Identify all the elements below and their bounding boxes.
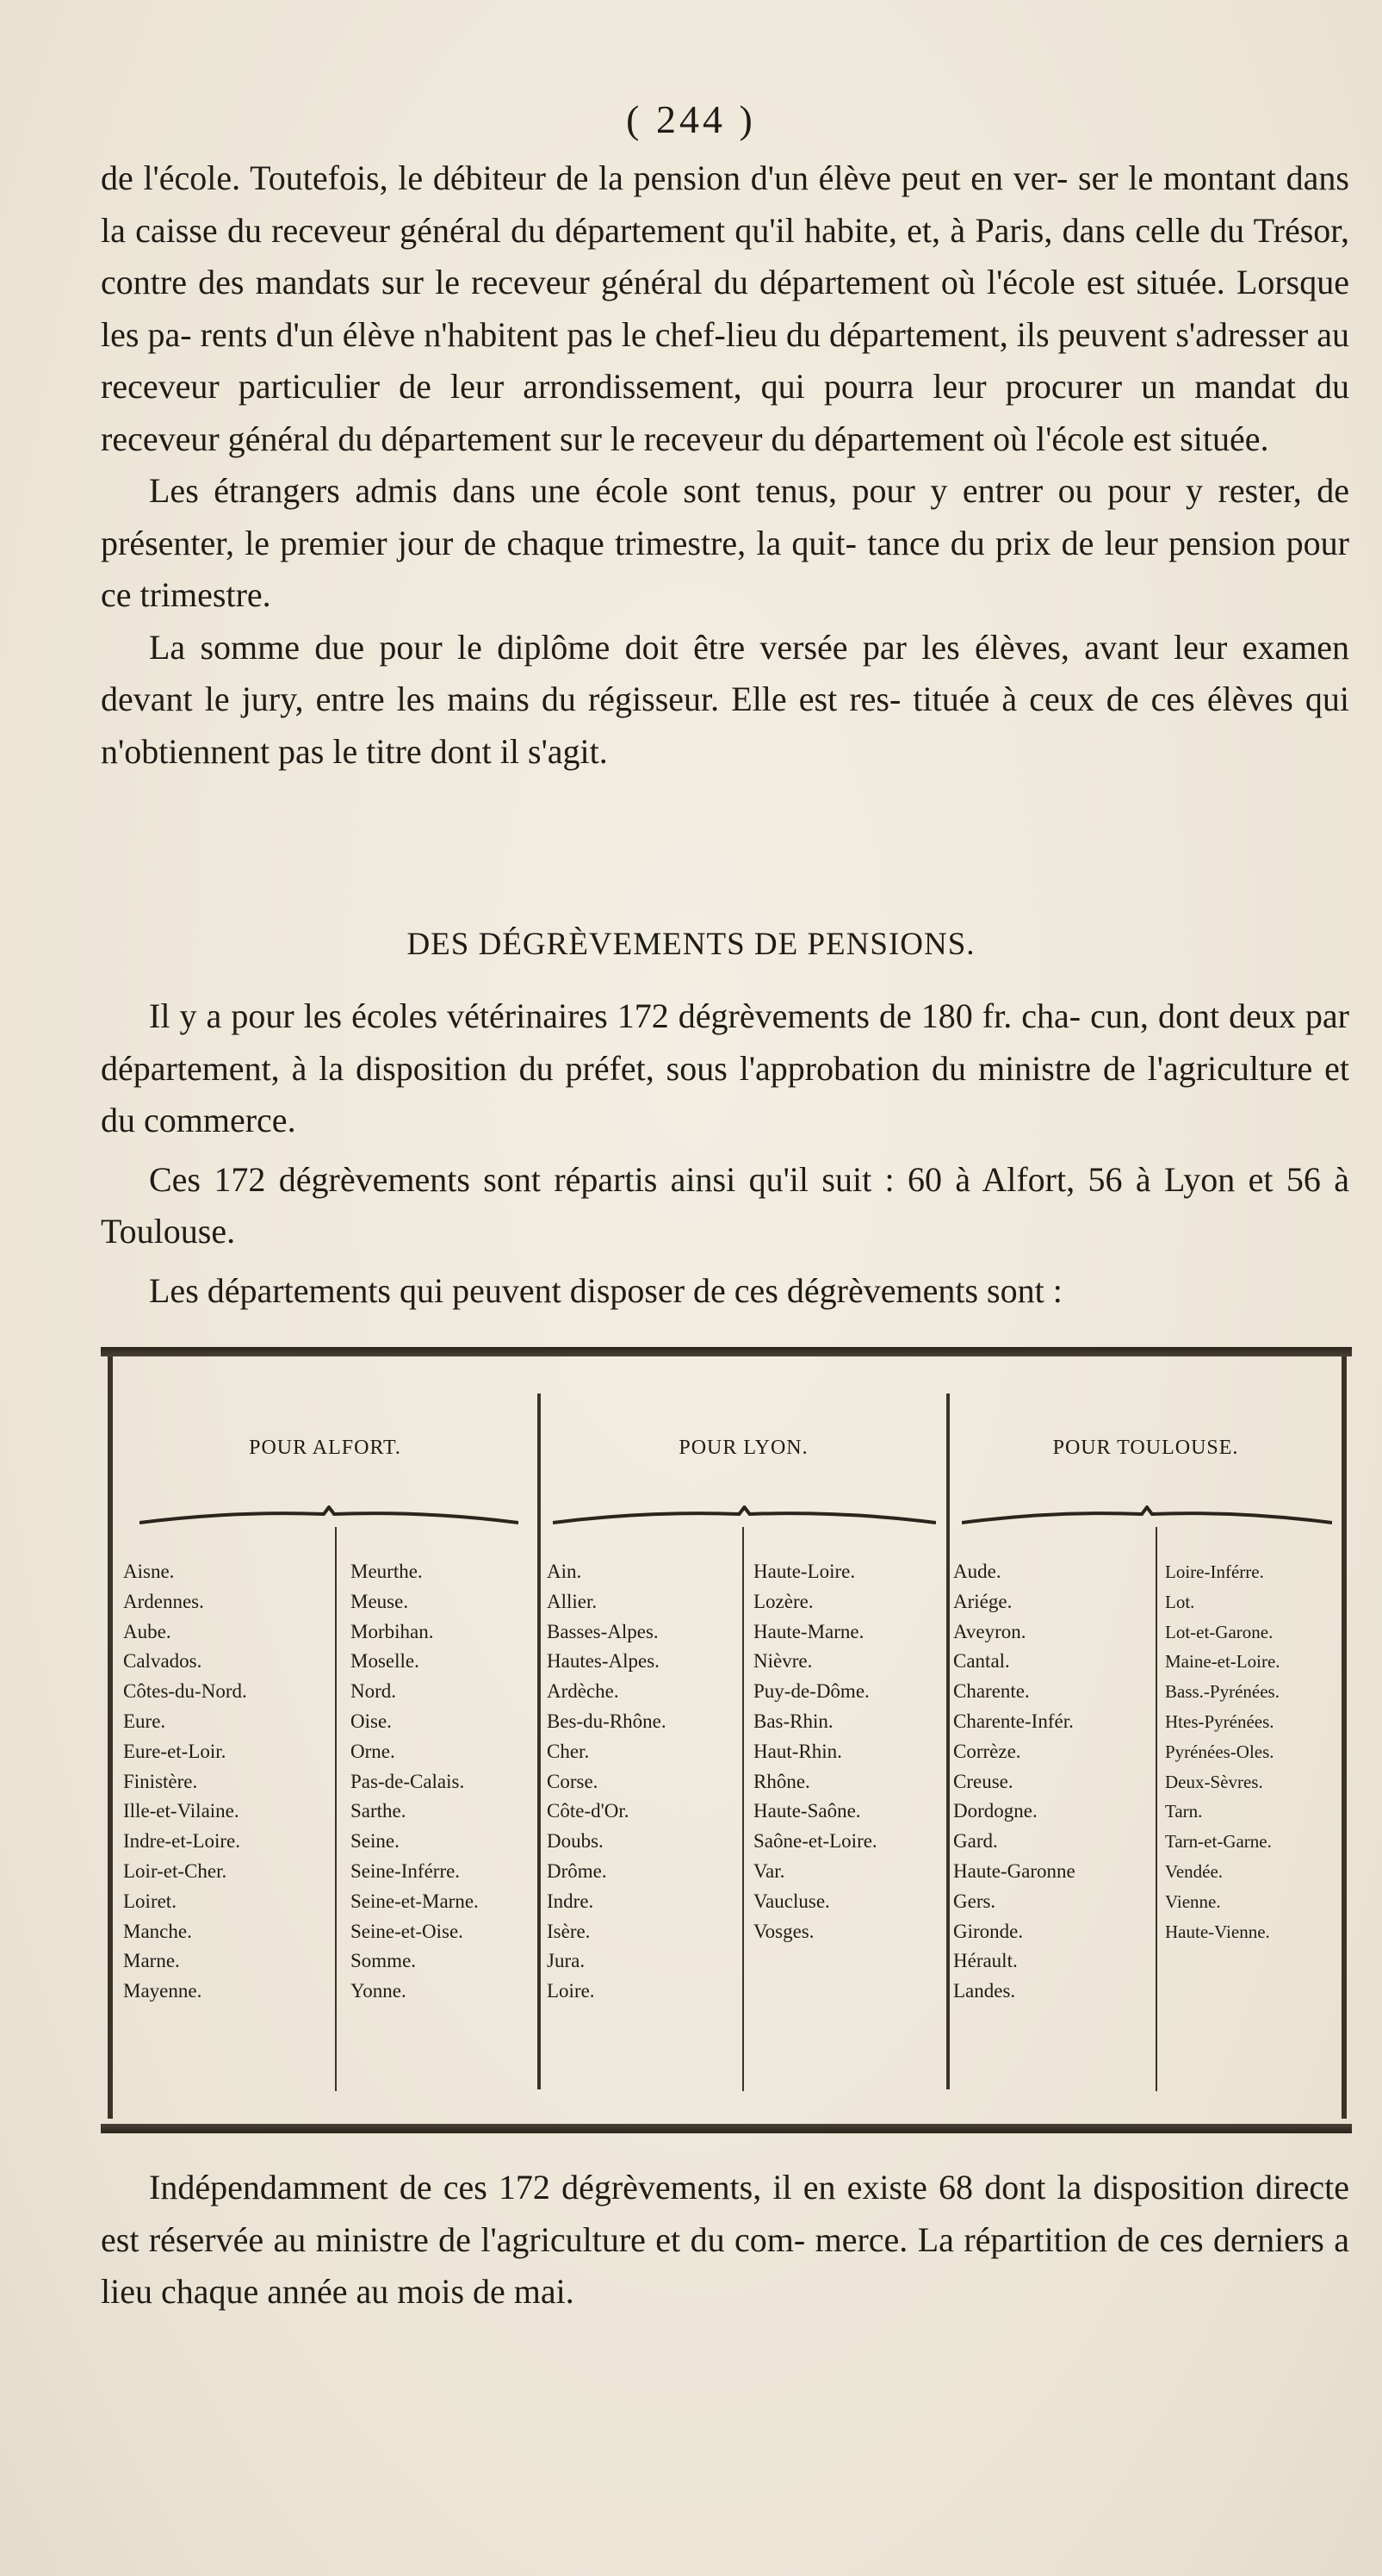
department-entry: Haut-Rhin. bbox=[753, 1740, 842, 1762]
department-entry: Gironde. bbox=[953, 1920, 1024, 1942]
brace-ornament bbox=[139, 1505, 518, 1524]
department-entry: Charente. bbox=[953, 1680, 1030, 1703]
department-entry: Bas-Rhin. bbox=[753, 1710, 834, 1732]
department-entry: Yonne. bbox=[350, 1980, 406, 2002]
department-entry: Maine-et-Loire. bbox=[1165, 1651, 1280, 1673]
table-right-border bbox=[1342, 1356, 1347, 2119]
page-number: ( 244 ) bbox=[626, 97, 756, 141]
departments-table bbox=[101, 1342, 1352, 2138]
department-entry: Aveyron. bbox=[953, 1620, 1026, 1642]
department-entry: Lot. bbox=[1165, 1591, 1195, 1612]
department-entry: Landes. bbox=[953, 1980, 1016, 2002]
department-entry: Calvados. bbox=[123, 1650, 202, 1673]
department-entry: Gers. bbox=[953, 1890, 996, 1912]
sub-column-separator bbox=[335, 1527, 337, 2091]
column-header-toulouse: POUR TOULOUSE. bbox=[1052, 1437, 1239, 1459]
department-entry: Moselle. bbox=[350, 1650, 419, 1673]
department-entry: Ardèche. bbox=[547, 1680, 619, 1703]
department-entry: Nord. bbox=[350, 1680, 397, 1703]
department-entry: Haute-Marne. bbox=[753, 1620, 865, 1642]
text-block-bottom bbox=[101, 2162, 1349, 2318]
department-entry: Ain. bbox=[547, 1561, 582, 1582]
department-entry: Lot-et-Garone. bbox=[1165, 1621, 1274, 1642]
department-entry: Vosges. bbox=[753, 1920, 815, 1942]
department-entry: Loir-et-Cher. bbox=[123, 1859, 227, 1882]
department-entry: Ille-et-Vilaine. bbox=[123, 1800, 239, 1822]
department-entry: Puy-de-Dôme. bbox=[753, 1680, 870, 1703]
table-bottom-rule bbox=[101, 2124, 1352, 2133]
department-entry: Seine-Inférre. bbox=[350, 1859, 461, 1882]
department-entry: Saône-et-Loire. bbox=[753, 1830, 877, 1853]
department-entry: Pas-de-Calais. bbox=[350, 1770, 465, 1792]
paragraph: Il y a pour les écoles vétérinaires 172 dégrèvements de 180 fr. cha- cun, dont deux par département, à la disposition du préfet, sous l'approbation du ministre de l'agriculture et du commerce. bbox=[101, 996, 1349, 1139]
sub-column-separator bbox=[742, 1527, 744, 2091]
alfort-list-left bbox=[123, 1557, 247, 2007]
department-entry: Nièvre. bbox=[753, 1650, 813, 1673]
department-entry: Hérault. bbox=[953, 1950, 1018, 1972]
department-entry: Htes-Pyrénées. bbox=[1165, 1710, 1274, 1732]
department-entry: Drôme. bbox=[547, 1859, 607, 1882]
department-entry: Loiret. bbox=[123, 1890, 177, 1912]
department-entry: Vaucluse. bbox=[753, 1890, 830, 1912]
paragraph: de l'école. Toutefois, le débiteur de la pension d'un élève peut en ver- ser le montant dans la caisse du receveur général du département qu'il habite, et, à Paris, dans celle du Trésor, contre des mandats sur le receveur général du département où l'école est située. Lorsque les pa- rents d'un élève n'habitent pas le chef-lieu du département, ils peuvent s'adresser au receveur particulier de leur arrondissement, qui pourra leur procurer un mandat du receveur général du département sur le receveur du département où l'école est située. bbox=[101, 158, 1349, 458]
department-entry: Aube. bbox=[123, 1620, 171, 1642]
department-entry: Deux-Sèvres. bbox=[1165, 1771, 1263, 1792]
department-entry: Dordogne. bbox=[953, 1800, 1038, 1822]
column-header-lyon: POUR LYON. bbox=[679, 1437, 809, 1459]
department-entry: Morbihan. bbox=[350, 1620, 434, 1642]
department-entry: Seine-et-Oise. bbox=[350, 1920, 463, 1942]
paragraph: Les départements qui peuvent disposer de ces dégrèvements sont : bbox=[149, 1270, 1063, 1310]
department-entry: Cantal. bbox=[953, 1650, 1010, 1673]
department-entry: Hautes-Alpes. bbox=[547, 1650, 660, 1673]
department-entry: Pyrénées-Oles. bbox=[1165, 1741, 1274, 1762]
text-block-top bbox=[101, 152, 1349, 778]
department-entry: Haute-Garonne bbox=[953, 1859, 1075, 1882]
column-separator bbox=[537, 1394, 541, 2089]
department-entry: Ardennes. bbox=[123, 1590, 204, 1612]
department-entry: Sarthe. bbox=[350, 1800, 406, 1822]
department-entry: Haute-Vienne. bbox=[1165, 1921, 1270, 1942]
department-entry: Somme. bbox=[350, 1950, 417, 1972]
department-entry: Aude. bbox=[953, 1561, 1001, 1582]
toulouse-list-right bbox=[1165, 1557, 1280, 1946]
department-entry: Manche. bbox=[123, 1920, 192, 1942]
department-entry: Haute-Loire. bbox=[753, 1561, 856, 1582]
department-entry: Rhône. bbox=[753, 1770, 810, 1792]
department-entry: Isère. bbox=[547, 1920, 591, 1942]
paragraph: Indépendamment de ces 172 dégrèvements, il en existe 68 dont la disposition directe est réservée au ministre de l'agriculture et du com- merce. La répartition de ces derniers a lieu chaque année au mois de mai. bbox=[101, 2168, 1349, 2311]
department-entry: Gard. bbox=[953, 1830, 998, 1853]
department-entry: Oise. bbox=[350, 1710, 392, 1732]
department-entry: Meuse. bbox=[350, 1590, 409, 1612]
department-entry: Ariége. bbox=[953, 1590, 1013, 1612]
department-entry: Loire. bbox=[547, 1980, 595, 2002]
department-entry: Indre-et-Loire. bbox=[123, 1830, 241, 1853]
department-entry: Eure. bbox=[123, 1710, 166, 1732]
toulouse-list-left bbox=[953, 1557, 1075, 2007]
department-entry: Var. bbox=[753, 1859, 785, 1882]
department-entry: Loire-Inférre. bbox=[1165, 1561, 1264, 1582]
department-entry: Eure-et-Loir. bbox=[123, 1740, 226, 1762]
department-entry: Aisne. bbox=[123, 1561, 175, 1582]
department-entry: Corse. bbox=[547, 1770, 598, 1792]
department-entry: Seine. bbox=[350, 1830, 400, 1853]
section-heading: DES DÉGRÈVEMENTS DE PENSIONS. bbox=[406, 927, 976, 962]
department-entry: Tarn. bbox=[1165, 1801, 1203, 1822]
column-header-alfort: POUR ALFORT. bbox=[249, 1437, 401, 1459]
lyon-list-left bbox=[547, 1557, 666, 2007]
department-entry: Doubs. bbox=[547, 1830, 604, 1853]
department-entry: Orne. bbox=[350, 1740, 395, 1762]
brace-ornament bbox=[962, 1505, 1332, 1524]
department-entry: Corrèze. bbox=[953, 1740, 1021, 1762]
department-entry: Seine-et-Marne. bbox=[350, 1890, 479, 1912]
text-block-middle bbox=[101, 990, 1349, 1317]
department-entry: Jura. bbox=[547, 1950, 586, 1972]
department-entry: Bes-du-Rhône. bbox=[547, 1710, 666, 1732]
department-entry: Vendée. bbox=[1165, 1860, 1224, 1882]
sub-column-separator bbox=[1156, 1527, 1157, 2091]
brace-ornament bbox=[553, 1505, 936, 1524]
department-entry: Côtes-du-Nord. bbox=[123, 1680, 247, 1703]
department-entry: Creuse. bbox=[953, 1770, 1013, 1792]
department-entry: Haute-Saône. bbox=[753, 1800, 861, 1822]
department-entry: Marne. bbox=[123, 1950, 180, 1972]
department-entry: Cher. bbox=[547, 1740, 590, 1762]
department-entry: Finistère. bbox=[123, 1770, 198, 1792]
department-entry: Basses-Alpes. bbox=[547, 1620, 659, 1642]
column-separator bbox=[946, 1394, 950, 2089]
department-entry: Charente-Infér. bbox=[953, 1710, 1074, 1732]
department-entry: Meurthe. bbox=[350, 1561, 423, 1582]
department-entry: Vienne. bbox=[1165, 1890, 1221, 1912]
department-entry: Indre. bbox=[547, 1890, 594, 1912]
department-entry: Côte-d'Or. bbox=[547, 1800, 629, 1822]
table-left-border bbox=[108, 1356, 113, 2119]
table-top-rule bbox=[101, 1347, 1352, 1356]
department-entry: Tarn-et-Garne. bbox=[1165, 1831, 1272, 1853]
department-entry: Lozère. bbox=[753, 1590, 814, 1612]
lyon-list-right bbox=[753, 1557, 877, 1946]
department-entry: Mayenne. bbox=[123, 1980, 202, 2002]
alfort-list-right bbox=[350, 1557, 479, 2007]
paragraph: Les étrangers admis dans une école sont tenus, pour y entrer ou pour y rester, de présenter, le premier jour de chaque trimestre, la quit- tance du prix de leur pension pour ce trimestre. bbox=[101, 471, 1349, 614]
paragraph: Ces 172 dégrèvements sont répartis ainsi qu'il suit : 60 à Alfort, 56 à Lyon et 56 à Toulouse. bbox=[101, 1159, 1349, 1251]
department-entry: Allier. bbox=[547, 1590, 598, 1612]
department-entry: Bass.-Pyrénées. bbox=[1165, 1681, 1280, 1703]
paragraph: La somme due pour le diplôme doit être versée par les élèves, avant leur examen devant le jury, entre les mains du régisseur. Elle est res- tituée à ceux de ces élèves qui n'obtiennent pas le titre dont il s'agit. bbox=[101, 627, 1349, 771]
